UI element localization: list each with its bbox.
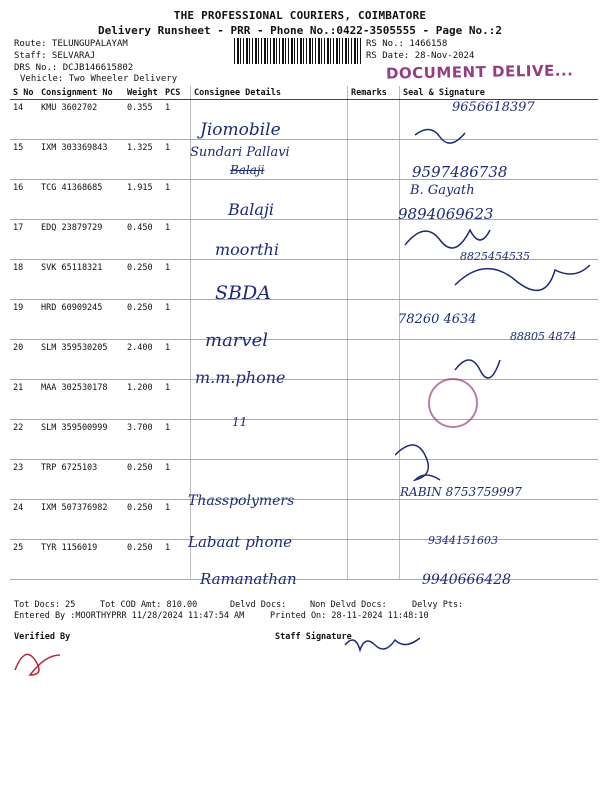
delivered-docs: Delvd Docs:: [230, 600, 287, 610]
cell-consignee: [191, 420, 348, 460]
cell-sno: 24: [10, 500, 38, 540]
cell-weight: 0.250: [124, 300, 162, 340]
cell-remarks: [348, 180, 400, 220]
cell-sno: 16: [10, 180, 38, 220]
cell-sno: 23: [10, 460, 38, 500]
staff-signature: [340, 630, 420, 660]
handwritten-consignee: moorthi: [215, 240, 279, 259]
cell-consignment: KMU 3602702: [38, 100, 124, 140]
handwritten-phone: 9940666428: [422, 572, 512, 588]
cell-remarks: [348, 500, 400, 540]
cell-sno: 18: [10, 260, 38, 300]
cell-consignment: MAA 302530178: [38, 380, 124, 420]
cell-sno: 22: [10, 420, 38, 460]
runsheet-title: THE PROFESSIONAL COURIERS, COIMBATORE: [173, 9, 427, 22]
handwritten-phone: 9894069623: [398, 205, 494, 223]
cell-remarks: [348, 540, 400, 580]
cell-remarks: [348, 100, 400, 140]
handwritten-consignee: m.m.phone: [195, 368, 286, 387]
col-consignment: Consignment No: [38, 86, 124, 100]
rubber-seal: [428, 378, 478, 428]
handwritten-phone: RABIN 8753759997: [400, 485, 522, 499]
cell-remarks: [348, 380, 400, 420]
cell-remarks: [348, 300, 400, 340]
cell-pcs: 1: [162, 420, 191, 460]
handwritten-consignee: Labaat phone: [188, 533, 293, 551]
handwritten-consignee: Sundari Pallavi: [190, 145, 290, 160]
handwritten-name: B. Gayath: [410, 183, 475, 198]
cell-pcs: 1: [162, 540, 191, 580]
handwritten-consignee: Jiomobile: [200, 120, 281, 140]
col-consignee: Consignee Details: [191, 86, 348, 100]
vehicle-label: Vehicle: Two Wheeler Delivery: [20, 74, 178, 84]
cell-weight: 1.325: [124, 140, 162, 180]
cell-weight: 1.915: [124, 180, 162, 220]
cell-consignment: TYR 1156019: [38, 540, 124, 580]
cell-pcs: 1: [162, 100, 191, 140]
col-sno: S No: [10, 86, 38, 100]
total-cod: Tot COD Amt: 810.00: [100, 600, 198, 610]
cell-sno: 19: [10, 300, 38, 340]
cell-sno: 21: [10, 380, 38, 420]
cell-weight: 1.200: [124, 380, 162, 420]
handwritten-phone: 78260 4634: [398, 312, 477, 327]
cell-pcs: 1: [162, 300, 191, 340]
cell-consignment: SVK 65118321: [38, 260, 124, 300]
handwritten-consignee: Ramanathan: [200, 570, 297, 588]
cell-remarks: [348, 420, 400, 460]
cell-pcs: 1: [162, 340, 191, 380]
handwritten-phone: 9656618397: [452, 100, 535, 115]
cell-sno: 15: [10, 140, 38, 180]
col-seal: Seal & Signature: [400, 86, 599, 100]
cell-pcs: 1: [162, 380, 191, 420]
cell-weight: 0.250: [124, 540, 162, 580]
handwritten-consignee: marvel: [205, 330, 268, 351]
cell-weight: 0.250: [124, 260, 162, 300]
handwritten-consignee: Balaji: [230, 163, 265, 177]
cell-consignment: SLM 359500999: [38, 420, 124, 460]
handwritten-consignee: Thasspolymers: [188, 493, 295, 509]
cell-consignment: SLM 359530205: [38, 340, 124, 380]
route-label: Route: TELUNGUPALAYAM: [14, 39, 128, 49]
handwritten-phone: 9344151603: [428, 534, 498, 547]
cell-consignment: IXM 303369843: [38, 140, 124, 180]
cell-consignment: TRP 6725103: [38, 460, 124, 500]
handwritten-consignee: SBDA: [215, 282, 271, 304]
handwritten-phone: 8825454535: [460, 250, 530, 263]
printed-on: Printed On: 28-11-2024 11:48:10: [270, 611, 429, 621]
cell-sno: 17: [10, 220, 38, 260]
cell-remarks: [348, 220, 400, 260]
col-pcs: PCS: [162, 86, 191, 100]
cell-pcs: 1: [162, 140, 191, 180]
verified-by-label: Verified By: [14, 632, 71, 642]
cell-consignment: HRD 60909245: [38, 300, 124, 340]
cell-remarks: [348, 340, 400, 380]
table-header-row: [10, 86, 598, 100]
non-delivered-docs: Non Delvd Docs:: [310, 600, 387, 610]
cell-pcs: 1: [162, 460, 191, 500]
drs-number: DRS No.: DCJB146615802: [14, 63, 134, 73]
cell-remarks: [348, 460, 400, 500]
cell-weight: 0.250: [124, 460, 162, 500]
cell-consignment: TCG 41368685: [38, 180, 124, 220]
cell-pcs: 1: [162, 260, 191, 300]
cell-pcs: 1: [162, 500, 191, 540]
cell-sno: 25: [10, 540, 38, 580]
rs-number: RS No.: 1466158: [366, 39, 448, 49]
rs-date: RS Date: 28-Nov-2024: [366, 51, 475, 61]
cell-weight: 0.250: [124, 500, 162, 540]
staff-label: Staff: SELVARAJ: [14, 51, 96, 61]
verifier-signature: [10, 640, 70, 680]
cell-consignment: IXM 507376982: [38, 500, 124, 540]
cell-remarks: [348, 140, 400, 180]
delivery-stamp: DOCUMENT DELIVE...: [385, 61, 574, 83]
cell-weight: 0.355: [124, 100, 162, 140]
handwritten-consignee: 11: [232, 415, 248, 429]
runsheet-subtitle: Delivery Runsheet - PRR - Phone No.:0422-3505555 - Page No.:2: [98, 24, 502, 37]
staff-signature-label: Staff Signature: [275, 632, 352, 642]
handwritten-consignee: Balaji: [228, 200, 275, 219]
col-remarks: Remarks: [348, 86, 400, 100]
signature-scribbles: [395, 105, 595, 585]
cell-consignment: EDQ 23879729: [38, 220, 124, 260]
delivery-points: Delvy Pts:: [412, 600, 464, 610]
cell-weight: 3.700: [124, 420, 162, 460]
handwritten-phone: 9597486738: [412, 163, 508, 181]
total-docs: Tot Docs: 25: [14, 600, 76, 610]
cell-weight: 0.450: [124, 220, 162, 260]
cell-sno: 14: [10, 100, 38, 140]
entered-by: Entered By :MOORTHYPRR 11/28/2024 11:47:54 AM: [14, 611, 245, 621]
cell-sno: 20: [10, 340, 38, 380]
cell-weight: 2.400: [124, 340, 162, 380]
barcode: [234, 38, 362, 64]
cell-pcs: 1: [162, 220, 191, 260]
col-weight: Weight: [124, 86, 162, 100]
cell-pcs: 1: [162, 180, 191, 220]
handwritten-phone: 88805 4874: [510, 330, 577, 343]
cell-remarks: [348, 260, 400, 300]
